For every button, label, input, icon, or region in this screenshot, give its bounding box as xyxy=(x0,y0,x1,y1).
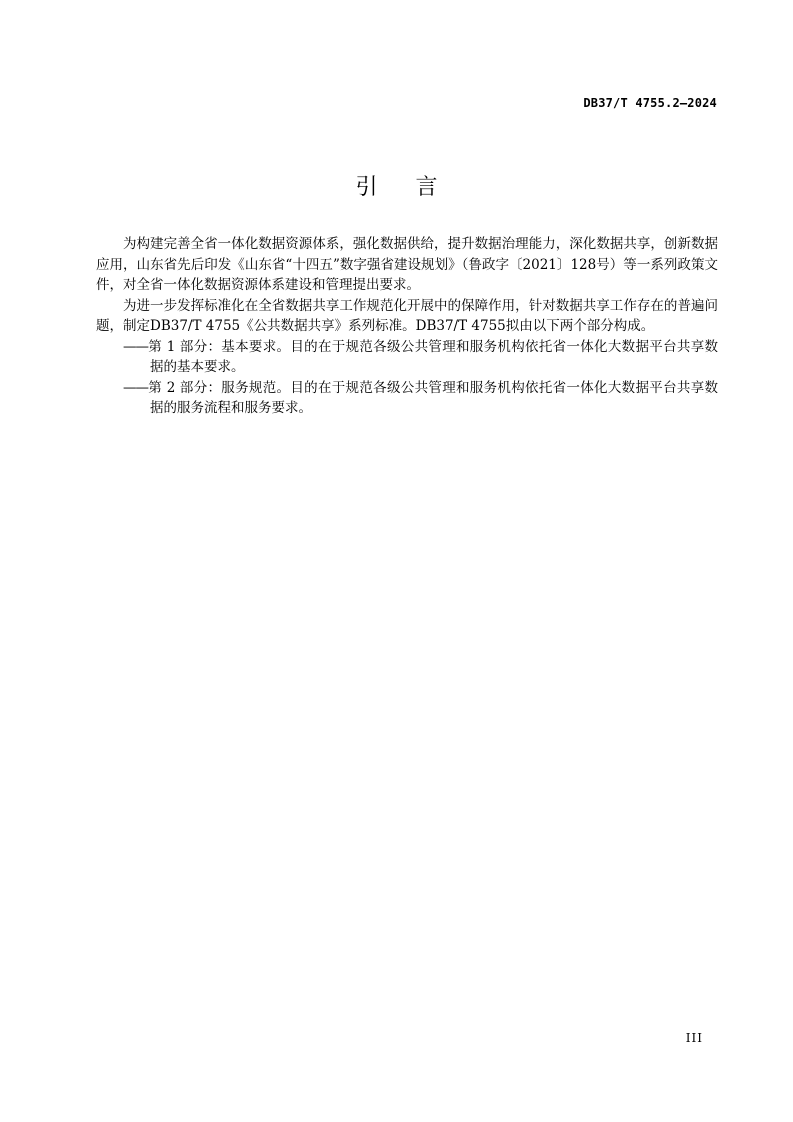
list-item-text: 第 1 部分：基本要求。目的在于规范各级公共管理和服务机构依托省一体化大数据平台共享数据的基本要求。 xyxy=(148,338,718,375)
list-dash: —— xyxy=(123,338,148,355)
page-number: III xyxy=(685,1031,703,1045)
list-item-part-1 xyxy=(96,337,718,378)
list-dash: —— xyxy=(123,379,148,396)
introduction-body xyxy=(96,234,718,419)
paragraph-1: 为构建完善全省一体化数据资源体系，强化数据供给，提升数据治理能力，深化数据共享，创新数据应用，山东省先后印发《山东省“十四五”数字强省建设规划》（鲁政字〔2021〕128号）等一系列政策文件，对全省一体化数据资源体系建设和管理提出要求。 xyxy=(96,236,718,293)
paragraph-2: 为进一步发挥标准化在全省数据共享工作规范化开展中的保障作用，针对数据共享工作存在的普遍问题，制定DB37/T 4755《公共数据共享》系列标准。DB37/T 4755拟由以下两个部分构成。 xyxy=(96,297,718,334)
list-item-part-2 xyxy=(96,378,718,419)
page-title: 引言 xyxy=(355,175,476,200)
list-item-text: 第 2 部分：服务规范。目的在于规范各级公共管理和服务机构依托省一体化大数据平台共享数据的服务流程和服务要求。 xyxy=(148,379,718,416)
standard-code: DB37/T 4755.2—2024 xyxy=(583,96,717,110)
